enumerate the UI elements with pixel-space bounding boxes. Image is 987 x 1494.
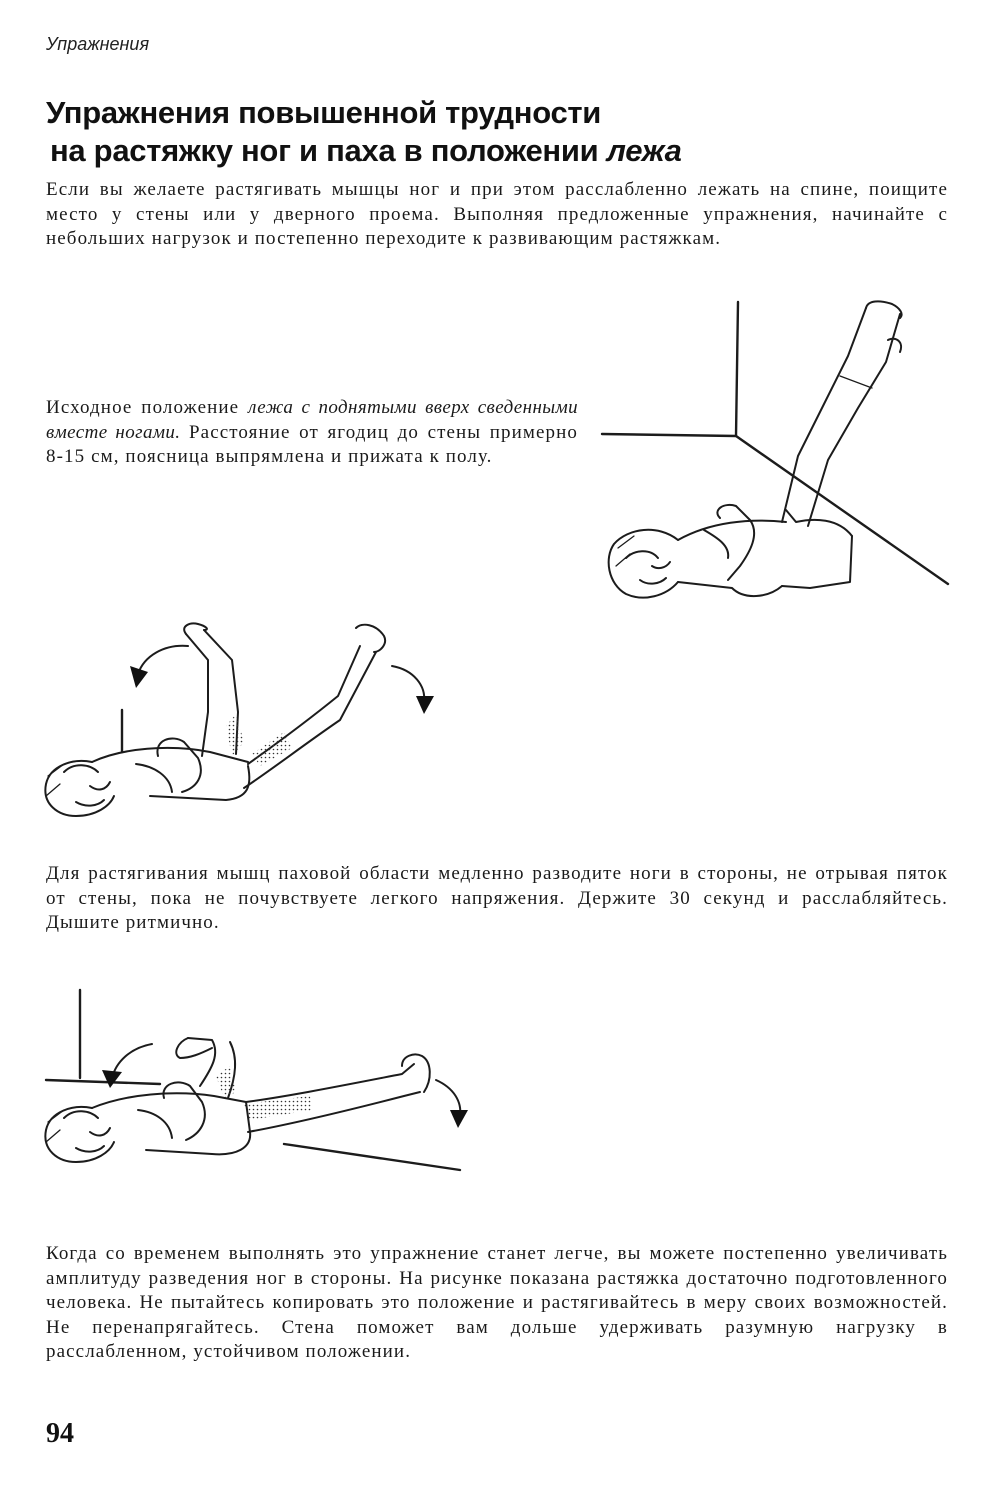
upper-leg-illustration	[176, 1038, 236, 1098]
left-leg-illustration	[184, 623, 244, 756]
title-line-2	[46, 132, 946, 170]
intro-paragraph: Если вы желаете растягивать мышцы ног и при этом расслабленно лежать на спине, поищите место у стены или у дверного проема. Выполняя предложенные упражнения, начинайте с небольших нагрузок и постепенно переходите к развивающим растяжкам.	[46, 179, 948, 249]
figure-wide-split	[40, 984, 470, 1180]
torso-illustration	[678, 505, 852, 596]
title-line-2-text: на растяжку ног и паха в положении	[50, 133, 607, 168]
groin-stretch-paragraph: Для растягивания мышц паховой области медленно разводите ноги в стороны, не отрывая пяток от стены, пока не почувствуете легкого напряжения. Держите 30 секунд и расслабляйтесь. Дышите ритмично.	[46, 863, 948, 933]
advanced-stretch-paragraph: Когда со временем выполнять это упражнение станет легче, вы можете постепенно увеличивать амплитуду разведения ног в стороны. На рисунке показана растяжка достаточно подготовленного человека. Не пытайтесь копировать это положение и растягивайтесь в меру своих возможностей. Не перенапрягайтесь. Стена поможет вам дольше удерживать разумную нагрузку в расслабленном, устойчивом положении.	[46, 1243, 948, 1362]
page-number: 94	[46, 1418, 74, 1449]
figure-legs-apart	[40, 616, 450, 826]
start-position-lead: Исходное положение	[46, 397, 249, 418]
right-leg-illustration	[244, 625, 385, 788]
head-illustration	[45, 761, 114, 816]
lower-leg-illustration	[244, 1054, 430, 1132]
start-position-emphasis: лежа с поднятыми вверх сведенными вместе ногами.	[46, 397, 578, 443]
curved-arrows	[130, 646, 434, 714]
raised-legs-illustration	[782, 301, 902, 526]
head-illustration	[609, 530, 678, 598]
wall-corner-lines	[602, 302, 948, 584]
running-head: Упражнения	[46, 34, 150, 54]
title-line-1: Упражнения повышенной трудности	[46, 95, 602, 130]
torso-illustration	[92, 738, 249, 800]
head-illustration	[45, 1107, 114, 1162]
start-position-rest: Расстояние от ягодиц до стены примерно 8-15 см, поясница выпрямлена и прижата к полу.	[46, 421, 578, 467]
figure-legs-raised	[600, 296, 952, 610]
start-position-paragraph	[46, 396, 578, 470]
title-line-2-emphasis: лежа	[606, 133, 682, 168]
page-title	[46, 94, 946, 170]
